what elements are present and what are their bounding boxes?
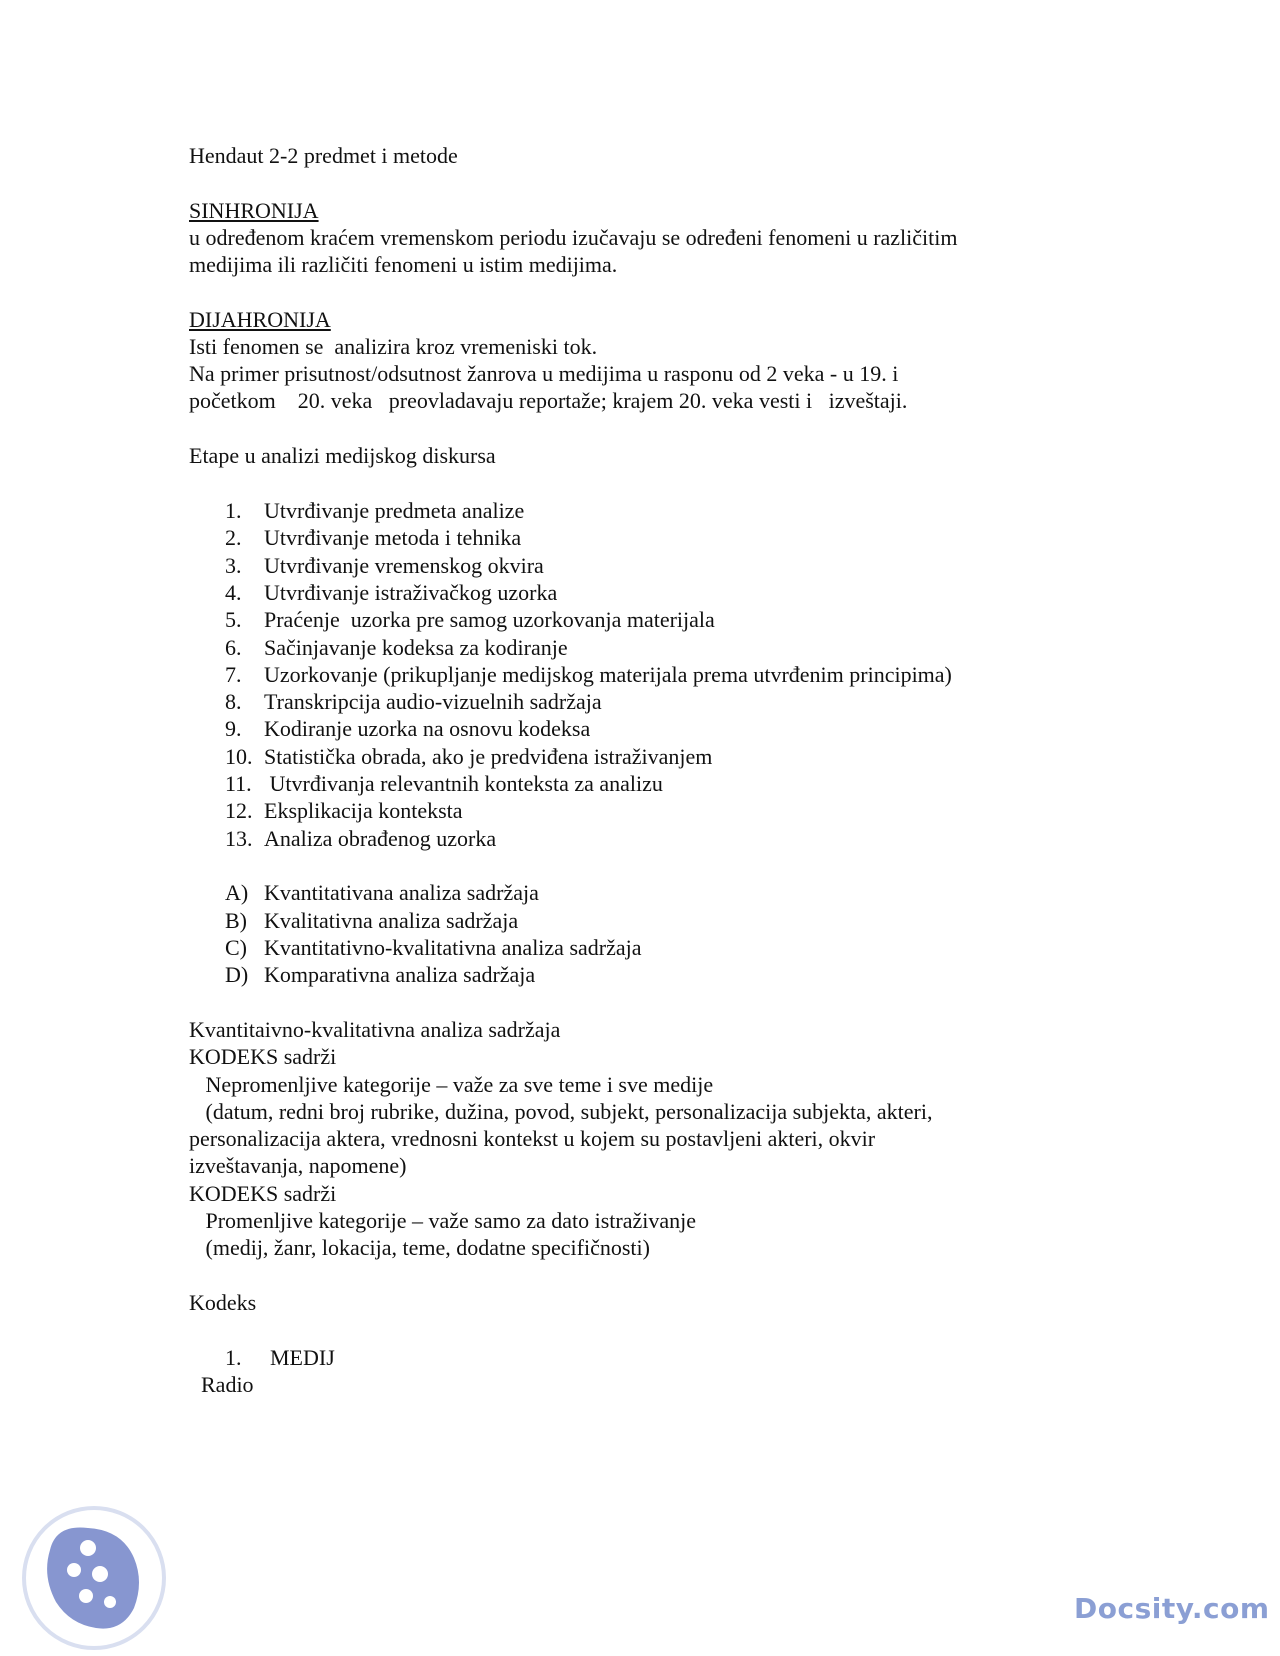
list-item: Utvrđivanje vremenskog okvira	[264, 553, 544, 578]
sinhronija-heading: SINHRONIJA	[189, 198, 319, 223]
paragraph-line: personalizacija aktera, vrednosni kontekst u kojem su postavljeni akteri, okvir	[189, 1126, 876, 1151]
list-number: 7.	[225, 662, 242, 687]
list-item: Kvantitativana analiza sadržaja	[264, 880, 539, 905]
list-item: Utvrđivanje metoda i tehnika	[264, 525, 522, 550]
paragraph-line: (medij, žanr, lokacija, teme, dodatne specifičnosti)	[189, 1235, 650, 1260]
list-item: Praćenje uzorka pre samog uzorkovanja materijala	[264, 607, 715, 632]
list-item: Utvrđivanja relevantnih konteksta za analizu	[264, 771, 663, 796]
list-number: 11.	[225, 771, 252, 796]
dijahronija-heading: DIJAHRONIJA	[189, 307, 331, 332]
paragraph-line: Isti fenomen se analizira kroz vremeniski tok.	[189, 334, 598, 359]
list-item: Analiza obrađenog uzorka	[264, 826, 497, 851]
list-item: Kvantitativno-kvalitativna analiza sadržaja	[264, 935, 642, 960]
kodeks-heading: Kodeks	[189, 1290, 257, 1315]
list-number: 12.	[225, 798, 253, 823]
paragraph-line: početkom 20. veka preovladavaju reportaže; krajem 20. veka vesti i izveštaji.	[189, 388, 908, 413]
docsity-logo-icon	[26, 1510, 162, 1646]
list-number: 3.	[225, 553, 242, 578]
list-number: 9.	[225, 716, 242, 741]
list-item: Transkripcija audio-vizuelnih sadržaja	[264, 689, 602, 714]
paragraph-line: medijima ili različiti fenomeni u istim medijima.	[189, 252, 618, 277]
list-item: Kvalitativna analiza sadržaja	[264, 908, 519, 933]
list-item: Eksplikacija konteksta	[264, 798, 463, 823]
list-item: Uzorkovanje (prikupljanje medijskog materijala prema utvrđenim principima)	[264, 662, 952, 687]
etape-heading: Etape u analizi medijskog diskursa	[189, 443, 496, 468]
paragraph-line: Radio	[201, 1372, 254, 1397]
list-item: Utvrđivanje istraživačkog uzorka	[264, 580, 558, 605]
paragraph-line: KODEKS sadrži	[189, 1044, 337, 1069]
list-letter: A)	[225, 880, 249, 905]
list-item: Kodiranje uzorka na osnovu kodeksa	[264, 716, 591, 741]
list-item: Utvrđivanje predmeta analize	[264, 498, 525, 523]
list-number: 13.	[225, 826, 253, 851]
paragraph-line: Nepromenljive kategorije – važe za sve teme i sve medije	[189, 1072, 714, 1097]
paragraph-line: izveštavanja, napomene)	[189, 1153, 407, 1178]
list-letter: B)	[225, 908, 247, 933]
document-title: Hendaut 2-2 predmet i metode	[189, 143, 458, 168]
list-number: 8.	[225, 689, 242, 714]
docsity-brand: Docsity.com	[1074, 1592, 1270, 1625]
list-number: 1.	[225, 1345, 242, 1370]
list-number: 5.	[225, 607, 242, 632]
list-number: 1.	[225, 498, 242, 523]
list-item: Sačinjavanje kodeksa za kodiranje	[264, 635, 568, 660]
list-item: Statistička obrada, ako je predviđena istraživanjem	[264, 744, 713, 769]
list-item: Komparativna analiza sadržaja	[264, 962, 536, 987]
list-number: 4.	[225, 580, 242, 605]
paragraph-line: (datum, redni broj rubrike, dužina, povod, subjekt, personalizacija subjekta, akteri,	[189, 1099, 933, 1124]
paragraph-line: Promenljive kategorije – važe samo za dato istraživanje	[189, 1208, 697, 1233]
paragraph-line: KODEKS sadrži	[189, 1181, 337, 1206]
list-number: 6.	[225, 635, 242, 660]
paragraph-line: Na primer prisutnost/odsutnost žanrova u medijima u rasponu od 2 veka - u 19. i	[189, 361, 899, 386]
list-number: 10.	[225, 744, 253, 769]
docsity-logo	[22, 1506, 166, 1650]
list-letter: D)	[225, 962, 249, 987]
list-number: 2.	[225, 525, 242, 550]
list-item: MEDIJ	[270, 1345, 335, 1370]
paragraph-line: u određenom kraćem vremenskom periodu izučavaju se određeni fenomeni u različitim	[189, 225, 958, 250]
list-letter: C)	[225, 935, 247, 960]
paragraph-line: Kvantitaivno-kvalitativna analiza sadržaja	[189, 1017, 561, 1042]
